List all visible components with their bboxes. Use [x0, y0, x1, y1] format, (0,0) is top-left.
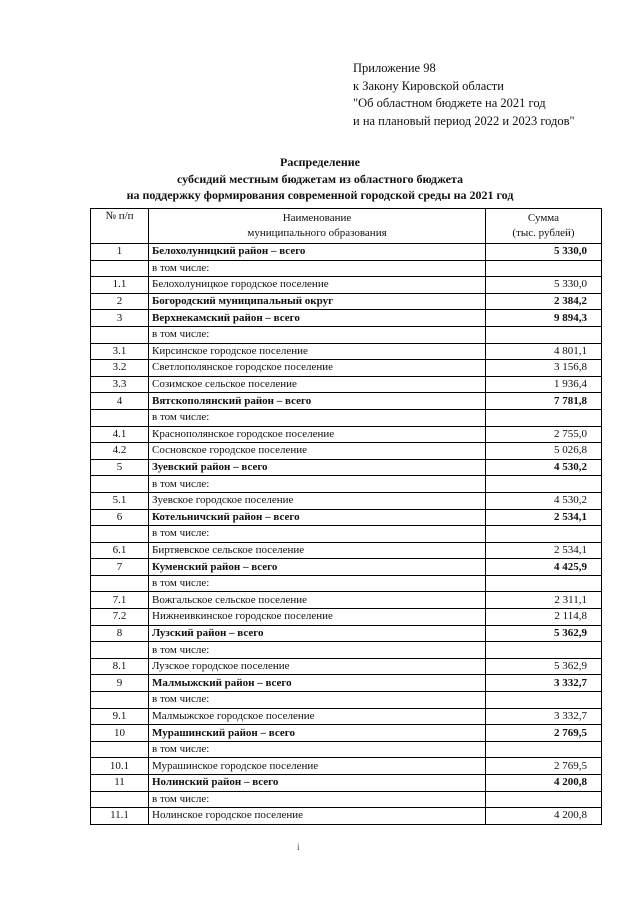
table-row	[91, 376, 602, 393]
cell-num: 7	[91, 559, 149, 576]
table-row	[91, 426, 602, 443]
cell-sum: 4 200,8	[486, 775, 602, 792]
cell-num: 11.1	[91, 808, 149, 825]
cell-sum: 4 530,2	[486, 459, 602, 476]
cell-num: 9	[91, 675, 149, 692]
header-sum-line: (тыс. рублей)	[512, 227, 575, 239]
cell-name: Верхнекамский район – всего	[149, 310, 486, 327]
cell-sum: 4 530,2	[486, 492, 602, 509]
cell-num: 7.1	[91, 592, 149, 609]
cell-name: в том числе:	[149, 741, 486, 758]
table-row	[91, 642, 602, 659]
table-row	[91, 476, 602, 493]
cell-num: 3.1	[91, 343, 149, 360]
table-row	[91, 492, 602, 509]
cell-num	[91, 575, 149, 592]
title-line: на поддержку формирования современной городской среды на 2021 год	[126, 188, 514, 202]
cell-name: Нолинский район – всего	[149, 775, 486, 792]
cell-sum	[486, 692, 602, 709]
cell-sum: 2 311,1	[486, 592, 602, 609]
header-sum-line: Сумма	[527, 212, 560, 224]
cell-name: в том числе:	[149, 692, 486, 709]
cell-name: Зуевское городское поселение	[149, 492, 486, 509]
subsidy-table	[90, 208, 602, 825]
cell-name: Лузское городское поселение	[149, 658, 486, 675]
cell-num: 3.3	[91, 376, 149, 393]
table-row	[91, 725, 602, 742]
cell-sum: 5 362,9	[486, 625, 602, 642]
cell-num	[91, 476, 149, 493]
table-row	[91, 393, 602, 410]
cell-num: 1	[91, 244, 149, 261]
cell-num	[91, 791, 149, 808]
cell-name: Вятскополянский район – всего	[149, 393, 486, 410]
cell-sum: 5 330,0	[486, 277, 602, 294]
cell-num	[91, 260, 149, 277]
cell-sum: 2 755,0	[486, 426, 602, 443]
table-row	[91, 409, 602, 426]
appendix-block	[353, 60, 575, 130]
table-row	[91, 625, 602, 642]
cell-num: 11	[91, 775, 149, 792]
table-row	[91, 692, 602, 709]
cell-sum: 5 362,9	[486, 658, 602, 675]
title-line: субсидий местным бюджетам из областного бюджета	[176, 171, 464, 186]
table-row	[91, 260, 602, 277]
cell-sum: 3 332,7	[486, 675, 602, 692]
cell-num: 6.1	[91, 542, 149, 559]
table-row	[91, 808, 602, 825]
cell-name: Краснополянское городское поселение	[149, 426, 486, 443]
cell-num: 3	[91, 310, 149, 327]
cell-name: Котельничский район – всего	[149, 509, 486, 526]
cell-sum: 1 936,4	[486, 376, 602, 393]
cell-sum	[486, 741, 602, 758]
cell-sum	[486, 476, 602, 493]
cell-sum: 9 894,3	[486, 310, 602, 327]
table-row	[91, 741, 602, 758]
cell-name: Куменский район – всего	[149, 559, 486, 576]
table-row	[91, 675, 602, 692]
table-row	[91, 509, 602, 526]
cell-num: 4.2	[91, 443, 149, 460]
cell-name: Биртяевское сельское поселение	[149, 542, 486, 559]
header-name	[149, 209, 486, 244]
cell-num: 10.1	[91, 758, 149, 775]
cell-sum	[486, 575, 602, 592]
cell-num: 4	[91, 393, 149, 410]
table-row	[91, 293, 602, 310]
table-row	[91, 542, 602, 559]
cell-name: Нолинское городское поселение	[149, 808, 486, 825]
header-name-line: Наименование	[282, 212, 352, 224]
cell-name: в том числе:	[149, 526, 486, 543]
header-name-line: муниципального образования	[247, 227, 387, 239]
table-row	[91, 708, 602, 725]
cell-sum: 3 156,8	[486, 360, 602, 377]
cell-name: Созимское сельское поселение	[149, 376, 486, 393]
cell-sum: 2 384,2	[486, 293, 602, 310]
header-num: № п/п	[91, 209, 149, 244]
table-row	[91, 277, 602, 294]
cell-name: Мурашинский район – всего	[149, 725, 486, 742]
table-row	[91, 343, 602, 360]
cell-num: 1.1	[91, 277, 149, 294]
cell-name: Светлополянское городское поселение	[149, 360, 486, 377]
cell-num	[91, 526, 149, 543]
cell-name: Мурашинское городское поселение	[149, 758, 486, 775]
cell-name: Малмыжское городское поселение	[149, 708, 486, 725]
cell-sum: 5 330,0	[486, 244, 602, 261]
table-row	[91, 244, 602, 261]
cell-name: в том числе:	[149, 791, 486, 808]
cell-sum	[486, 260, 602, 277]
cell-name: Вожгальское сельское поселение	[149, 592, 486, 609]
cell-num	[91, 692, 149, 709]
table-row	[91, 443, 602, 460]
cell-sum: 2 114,8	[486, 609, 602, 626]
cell-num	[91, 741, 149, 758]
table-header-row	[91, 209, 602, 244]
cell-name: в том числе:	[149, 575, 486, 592]
cell-num: 8.1	[91, 658, 149, 675]
cell-num: 2	[91, 293, 149, 310]
table-row	[91, 310, 602, 327]
table-row	[91, 575, 602, 592]
cell-name: Нижнеивкинское городское поселение	[149, 609, 486, 626]
cell-sum: 7 781,8	[486, 393, 602, 410]
cell-sum: 2 769,5	[486, 725, 602, 742]
cell-sum: 2 534,1	[486, 509, 602, 526]
cell-name: Сосновское городское поселение	[149, 443, 486, 460]
cell-sum	[486, 791, 602, 808]
cell-sum: 2 769,5	[486, 758, 602, 775]
cell-num	[91, 642, 149, 659]
appendix-line: "Об областном бюджете на 2021 год	[353, 96, 546, 110]
table-row	[91, 775, 602, 792]
cell-num: 5.1	[91, 492, 149, 509]
cell-name: Кирсинское городское поселение	[149, 343, 486, 360]
document-title	[0, 154, 640, 204]
cell-name: в том числе:	[149, 326, 486, 343]
table-row	[91, 609, 602, 626]
page-mark: i	[297, 842, 300, 852]
cell-name: Богородский муниципальный округ	[149, 293, 486, 310]
table-row	[91, 360, 602, 377]
cell-name: в том числе:	[149, 642, 486, 659]
cell-num: 7.2	[91, 609, 149, 626]
cell-num: 3.2	[91, 360, 149, 377]
cell-sum: 4 200,8	[486, 808, 602, 825]
cell-name: Зуевский район – всего	[149, 459, 486, 476]
cell-name: Лузский район – всего	[149, 625, 486, 642]
cell-name: Малмыжский район – всего	[149, 675, 486, 692]
cell-num: 6	[91, 509, 149, 526]
cell-sum	[486, 642, 602, 659]
cell-sum: 5 026,8	[486, 443, 602, 460]
cell-num: 5	[91, 459, 149, 476]
cell-name: в том числе:	[149, 260, 486, 277]
header-sum	[486, 209, 602, 244]
table-row	[91, 791, 602, 808]
appendix-line: Приложение 98	[353, 61, 436, 75]
cell-name: в том числе:	[149, 409, 486, 426]
cell-num: 9.1	[91, 708, 149, 725]
table-row	[91, 592, 602, 609]
table-row	[91, 526, 602, 543]
cell-sum	[486, 409, 602, 426]
cell-sum	[486, 526, 602, 543]
cell-sum: 4 425,9	[486, 559, 602, 576]
cell-num: 10	[91, 725, 149, 742]
cell-num: 8	[91, 625, 149, 642]
table-body	[91, 244, 602, 825]
title-line: Распределение	[279, 155, 361, 169]
appendix-line: и на плановый период 2022 и 2023 годов"	[353, 113, 575, 128]
cell-num	[91, 326, 149, 343]
table-row	[91, 559, 602, 576]
cell-num: 4.1	[91, 426, 149, 443]
table-row	[91, 326, 602, 343]
cell-sum	[486, 326, 602, 343]
cell-sum: 4 801,1	[486, 343, 602, 360]
cell-sum: 2 534,1	[486, 542, 602, 559]
appendix-line: к Закону Кировской области	[353, 78, 504, 93]
cell-name: Белохолуницкий район – всего	[149, 244, 486, 261]
cell-sum: 3 332,7	[486, 708, 602, 725]
cell-name: Белохолуницкое городское поселение	[149, 277, 486, 294]
cell-num	[91, 409, 149, 426]
table-row	[91, 459, 602, 476]
table-row	[91, 758, 602, 775]
table-row	[91, 658, 602, 675]
cell-name: в том числе:	[149, 476, 486, 493]
